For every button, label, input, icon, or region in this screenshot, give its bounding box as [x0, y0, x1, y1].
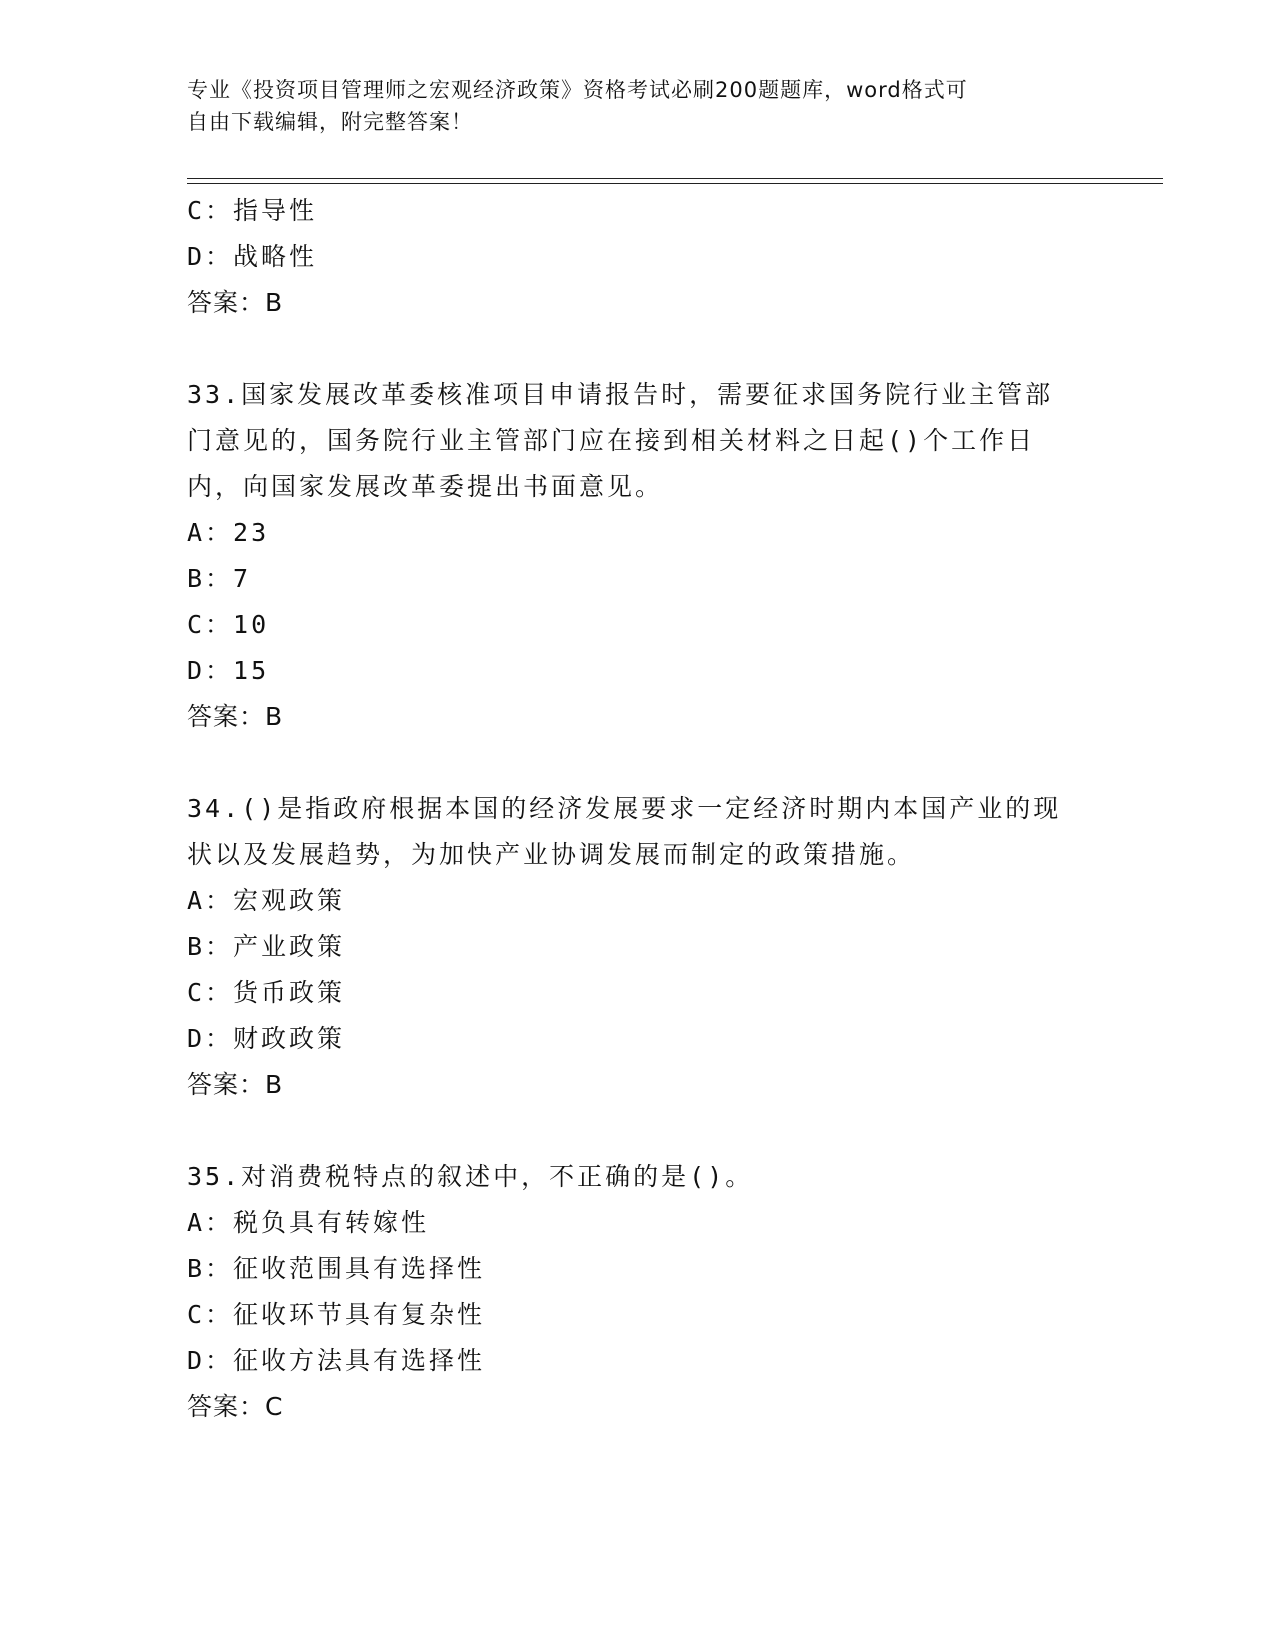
- spacer: [187, 1108, 1087, 1154]
- question-text: 门意见的，国务院行业主管部门应在接到相关材料之日起()个工作日: [187, 426, 1036, 455]
- question-33-block: [187, 372, 1087, 740]
- answer-line: 答案：C: [187, 1392, 284, 1421]
- option-c: C：指导性: [187, 196, 318, 225]
- document-header: [187, 74, 1087, 138]
- option-a: A：宏观政策: [187, 886, 346, 915]
- spacer: [187, 740, 1087, 786]
- spacer: [187, 326, 1087, 372]
- question-text: 35.对消费税特点的叙述中，不正确的是()。: [187, 1162, 754, 1191]
- option-d: D：征收方法具有选择性: [187, 1346, 486, 1375]
- header-line-2: 自由下载编辑，附完整答案！: [187, 110, 473, 134]
- header-divider-bottom: [187, 183, 1163, 184]
- option-b: B：产业政策: [187, 932, 346, 961]
- prev-question-block: [187, 188, 1087, 326]
- question-text: 33.国家发展改革委核准项目申请报告时，需要征求国务院行业主管部: [187, 380, 1054, 409]
- option-d: D：15: [187, 656, 270, 685]
- option-d: D：战略性: [187, 242, 318, 271]
- option-c: C：10: [187, 610, 270, 639]
- header-line-1: 专业《投资项目管理师之宏观经济政策》资格考试必刷200题题库，word格式可: [187, 78, 968, 102]
- question-34-block: [187, 786, 1087, 1108]
- question-35-block: [187, 1154, 1087, 1430]
- option-b: B：7: [187, 564, 252, 593]
- option-a: A：23: [187, 518, 270, 547]
- option-c: C：征收环节具有复杂性: [187, 1300, 486, 1329]
- answer-line: 答案：B: [187, 702, 284, 731]
- question-list: [187, 188, 1087, 1430]
- answer-line: 答案：B: [187, 1070, 284, 1099]
- option-c: C：货币政策: [187, 978, 346, 1007]
- question-text: 状以及发展趋势，为加快产业协调发展而制定的政策措施。: [187, 840, 916, 869]
- question-text: 内，向国家发展改革委提出书面意见。: [187, 472, 664, 501]
- option-d: D：财政政策: [187, 1024, 346, 1053]
- option-a: A：税负具有转嫁性: [187, 1208, 430, 1237]
- question-text: 34.()是指政府根据本国的经济发展要求一定经济时期内本国产业的现: [187, 794, 1062, 823]
- header-divider-top: [187, 178, 1163, 179]
- answer-line: 答案：B: [187, 288, 284, 317]
- option-b: B：征收范围具有选择性: [187, 1254, 486, 1283]
